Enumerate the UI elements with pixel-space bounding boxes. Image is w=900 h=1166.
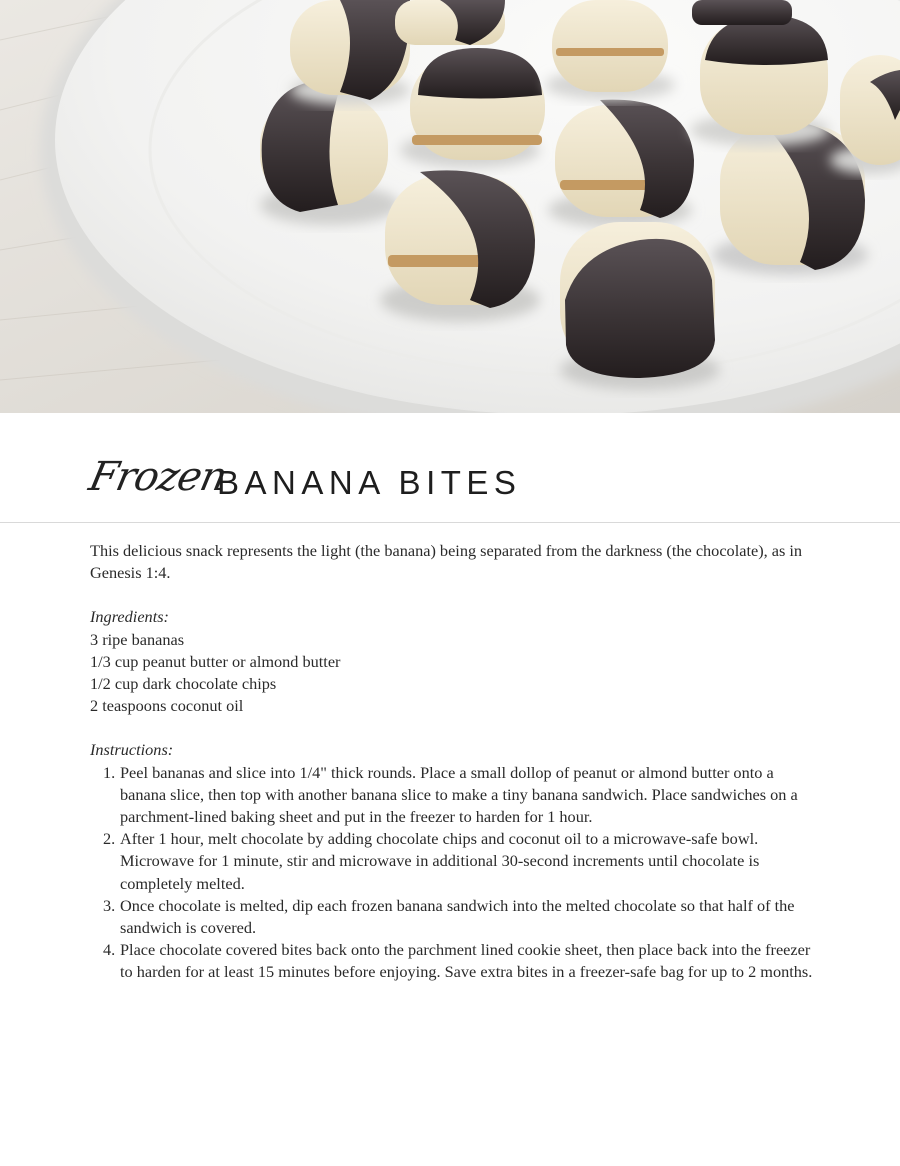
intro-paragraph: This delicious snack represents the light (the banana) being separated from the darkness (the chocolate), as in Genesis 1:4. [90,541,803,583]
instruction-step [90,939,820,983]
step-text: Peel bananas and slice into 1/4" thick rounds. Place a small dollop of peanut or almond butter onto a banana slice, then top with another banana slice to make a tiny banana sandwich. Place sandwiches on a parchment-lined baking sheet and put in the freezer to harden for 1 hour. [120,762,798,827]
step-text: Place chocolate covered bites back onto the parchment lined cookie sheet, then place back into the freezer to harden for at least 15 minutes before enjoying. Save extra bites in a freezer-safe bag for up to 2 months. [120,940,813,982]
instructions-list [90,762,820,984]
step-text: After 1 hour, melt chocolate by adding chocolate chips and coconut oil to a microwave-safe bowl. Microwave for 1 minute, stir and microwave in additional 30-second increments until chocolate is completely melted. [120,829,760,893]
step-number: 2. [103,829,116,849]
title-divider [0,522,900,523]
instruction-step [90,762,820,829]
banana-bite [560,222,720,390]
instructions-heading: Instructions: [90,740,174,760]
title-caps-words: BANANA BITES [217,464,522,501]
ingredient-item: 3 ripe bananas [90,629,185,649]
banana-bite [545,0,675,100]
instruction-step [90,828,820,895]
banana-bite [692,0,792,25]
step-number: 1. [103,762,116,782]
instruction-step [90,895,820,939]
banana-bite [380,170,540,322]
ingredient-item: 2 teaspoons coconut oil [90,696,244,716]
banana-bite [290,0,410,105]
step-number: 3. [103,895,116,915]
ingredients-heading: Ingredients: [90,607,169,627]
recipe-title [85,448,850,518]
hero-photo [0,0,900,413]
ingredient-item: 1/2 cup dark chocolate chips [90,674,277,694]
ingredient-item: 1/3 cup peanut butter or almond butter [90,651,341,671]
recipe-body [90,540,820,984]
step-number: 4. [103,940,116,960]
banana-bite [395,0,505,45]
step-text: Once chocolate is melted, dip each frozen banana sandwich into the melted chocolate so that half of the sandwich is covered. [120,895,795,938]
title-script-word: Frozen [85,454,231,500]
ingredients-list [90,629,820,718]
